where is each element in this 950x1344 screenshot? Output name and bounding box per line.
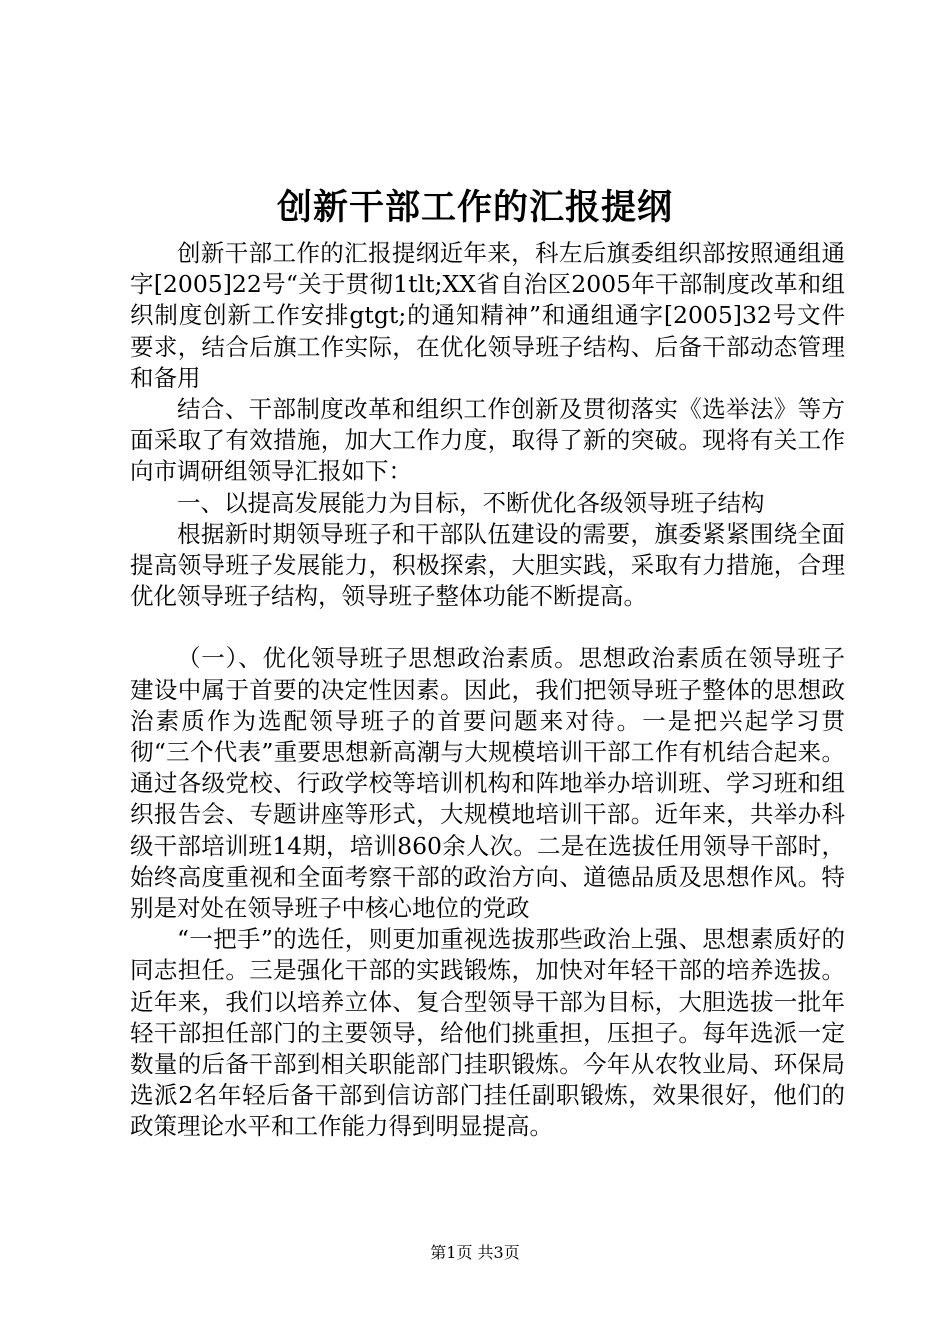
page-footer: 第1页 共3页 [430,1243,520,1262]
document-body [130,238,845,1143]
paragraph-subsection-1-cont: “一把手”的选任，则更加重视选拔那些政治上强、思想素质好的同志担任。三是强化干部的实践锻炼，加快对年轻干部的培养选拔。近年来，我们以培养立体、复合型领导干部为目标，大胆选拔一批年轻干部担任部门的主要领导，给他们挑重担，压担子。每年选派一定数量的后备干部到相关职能部门挂职锻炼。今年从农牧业局、环保局选派2名年轻后备干部到信访部门挂任副职锻炼，效果很好，他们的政策理论水平和工作能力得到明显提高。 [130,925,845,1141]
paragraph-section-1: 根据新时期领导班子和干部队伍建设的需要，旗委紧紧围绕全面提高领导班子发展能力，积极探索，大胆实践，采取有力措施，合理优化领导班子结构，领导班子整体功能不断提高。 [130,519,845,611]
section-heading-1: 一、以提高发展能力为目标，不断优化各级领导班子结构 [177,488,765,517]
paragraph-subsection-1: （一）、优化领导班子思想政治素质。思想政治素质在领导班子建设中属于首要的决定性因素。因此，我们把领导班子整体的思想政治素质作为选配领导班子的首要问题来对待。一是把兴起学习贯彻“三个代表”重要思想新高潮与大规模培训干部工作有机结合起来。通过各级党校、行政学校等培训机构和阵地举办培训班、学习班和组织报告会、专题讲座等形式，大规模地培训干部。近年来，共举办科级干部培训班14期，培训860余人次。二是在选拔任用领导干部时，始终高度重视和全面考察干部的政治方向、道德品质及思想作风。特别是对处在领导班子中核心地位的党政 [130,644,845,923]
paragraph-intro: 创新干部工作的汇报提纲近年来，科左后旗委组织部按照通组通字[2005]22号“关于贯彻1tlt;XX省自治区2005年干部制度改革和组织制度创新工作安排gtgt;的通知精神”和通组通字[2005]32号文件要求，结合后旗工作实际，在优化领导班子结构、后备干部动态管理和备用 [130,239,845,392]
paragraph-continuation: 结合、干部制度改革和组织工作创新及贯彻落实《选举法》等方面采取了有效措施，加大工作力度，取得了新的突破。现将有关工作向市调研组领导汇报如下： [130,395,845,486]
paragraph-gap [130,612,845,643]
document-title: 创新干部工作的汇报提纲 [276,187,673,228]
